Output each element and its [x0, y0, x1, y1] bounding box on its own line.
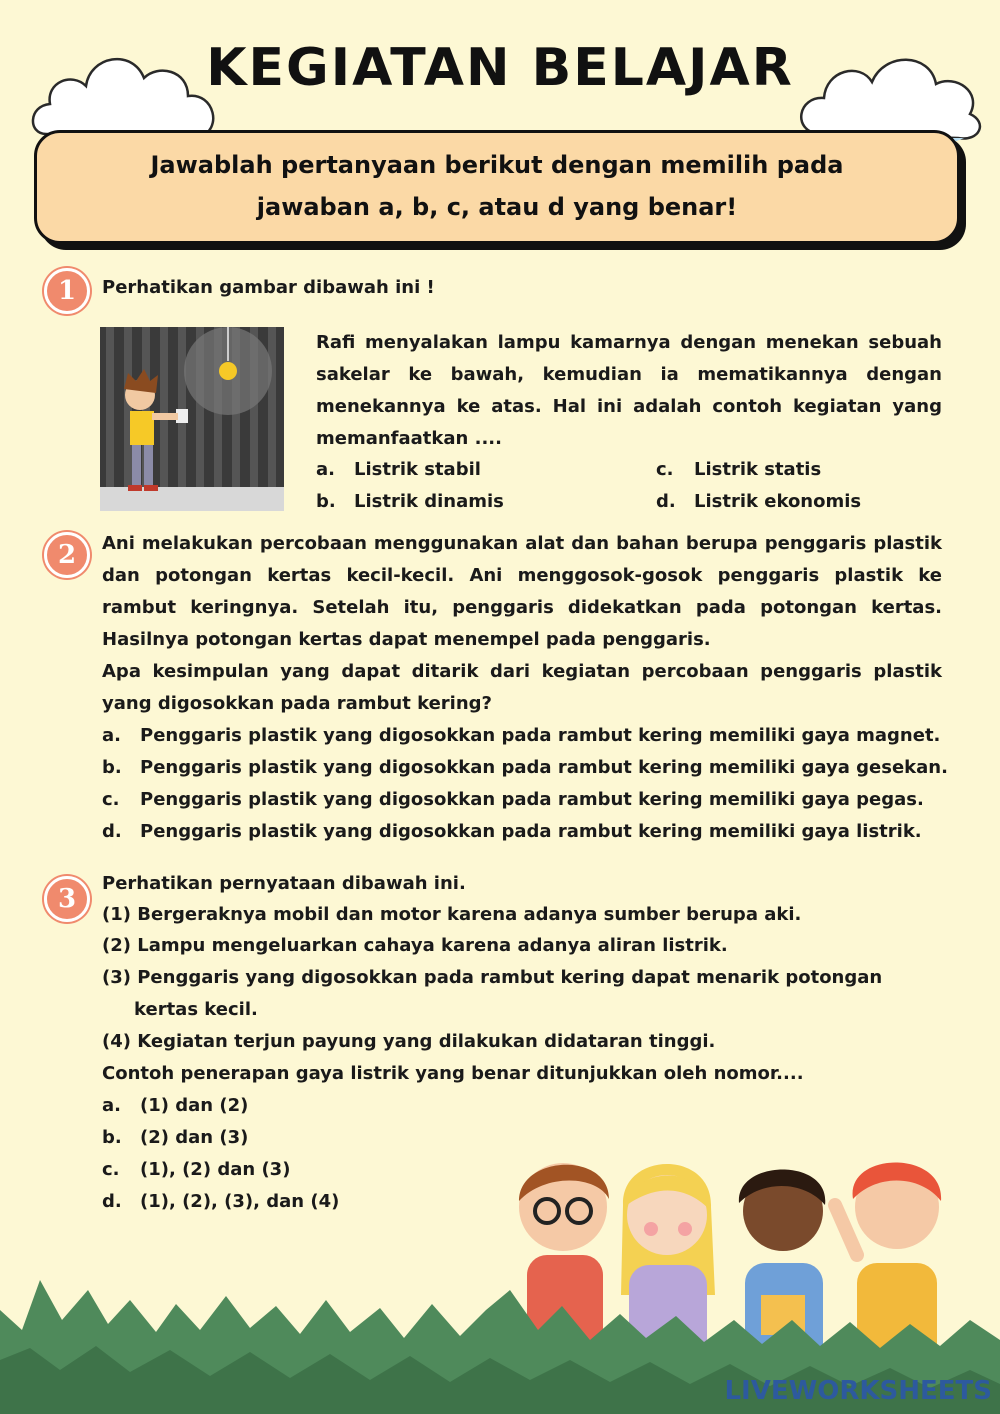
question-2-question: Apa kesimpulan yang dapat ditarik dari kegiatan percobaan penggaris plastik yang digosokkan pada rambut kering? [102, 661, 942, 714]
statement-3: (3) Penggaris yang digosokkan pada rambut kering dapat menarik potongan [102, 967, 883, 988]
question-2-badge: 2 [44, 532, 90, 578]
instruction-line-1: Jawablah pertanyaan berikut dengan memilih pada [150, 151, 844, 179]
option-letter: a. [102, 725, 121, 746]
option-letter: b. [102, 1127, 122, 1148]
page-title: KEGIATAN BELAJAR [206, 38, 794, 98]
liveworksheets-logo[interactable]: LIVEWORKSHEETS [724, 1376, 992, 1406]
statement-4: (4) Kegiatan terjun payung yang dilakukan didataran tinggi. [102, 1031, 716, 1052]
question-2-option-a[interactable] [102, 720, 940, 752]
question-3-option-d[interactable] [102, 1186, 339, 1218]
question-3-intro: Perhatikan pernyataan dibawah ini. [102, 873, 466, 894]
option-letter: d. [656, 491, 676, 512]
option-text: (2) dan (3) [140, 1127, 249, 1148]
question-3-option-c[interactable] [102, 1154, 290, 1186]
option-text: (1) dan (2) [140, 1095, 249, 1116]
instruction-text [34, 144, 960, 228]
question-1-text: Rafi menyalakan lampu kamarnya dengan menekan sebuah sakelar ke bawah, kemudian ia mematikannya dengan menekannya ke atas. Hal ini adalah contoh kegiatan yang memanfaatkan .... [316, 332, 942, 449]
question-3-option-b[interactable] [102, 1122, 248, 1154]
option-text: Penggaris plastik yang digosokkan pada rambut kering memiliki gaya pegas. [140, 789, 924, 810]
statement-1: (1) Bergeraknya mobil dan motor karena adanya sumber berupa aki. [102, 904, 802, 925]
option-text: Listrik statis [694, 459, 822, 480]
question-1-option-b[interactable] [316, 486, 504, 518]
question-2-option-b[interactable] [102, 752, 948, 784]
option-text: Penggaris plastik yang digosokkan pada rambut kering memiliki gaya gesekan. [140, 757, 948, 778]
question-1-badge: 1 [44, 268, 90, 314]
question-2-option-c[interactable] [102, 784, 924, 816]
option-text: Listrik stabil [354, 459, 481, 480]
statement-2: (2) Lampu mengeluarkan cahaya karena adanya aliran listrik. [102, 935, 728, 956]
question-2-text: Ani melakukan percobaan menggunakan alat dan bahan berupa penggaris plastik dan potongan kertas kecil-kecil. Ani menggosok-gosok penggaris plastik ke rambut keringnya. Setelah itu, penggaris didekatkan pada potongan kertas. Hasilnya potongan kertas dapat menempel pada penggaris. [102, 533, 942, 650]
option-text: Penggaris plastik yang digosokkan pada rambut kering memiliki gaya listrik. [140, 821, 922, 842]
question-3-option-a[interactable] [102, 1090, 248, 1122]
option-text: (1), (2) dan (3) [140, 1159, 291, 1180]
question-3-question: Contoh penerapan gaya listrik yang benar ditunjukkan oleh nomor.... [102, 1063, 804, 1084]
statement-3-continued: kertas kecil. [134, 999, 258, 1020]
option-letter: b. [316, 491, 336, 512]
question-1-option-a[interactable] [316, 454, 481, 486]
instruction-line-2: jawaban a, b, c, atau d yang benar! [256, 193, 738, 221]
question-1-option-d[interactable] [656, 486, 861, 518]
option-letter: b. [102, 757, 122, 778]
option-text: (1), (2), (3), dan (4) [140, 1191, 340, 1212]
option-text: Listrik dinamis [354, 491, 504, 512]
question-2-option-d[interactable] [102, 816, 922, 848]
option-letter: c. [102, 789, 120, 810]
option-letter: d. [102, 1191, 122, 1212]
option-letter: c. [102, 1159, 120, 1180]
option-letter: a. [316, 459, 335, 480]
question-1-option-c[interactable] [656, 454, 821, 486]
option-letter: d. [102, 821, 122, 842]
option-letter: c. [656, 459, 674, 480]
question-3-badge: 3 [44, 876, 90, 922]
option-text: Listrik ekonomis [694, 491, 862, 512]
option-letter: a. [102, 1095, 121, 1116]
room-illustration [100, 327, 284, 511]
question-1-intro: Perhatikan gambar dibawah ini ! [102, 277, 435, 298]
option-text: Penggaris plastik yang digosokkan pada rambut kering memiliki gaya magnet. [140, 725, 941, 746]
